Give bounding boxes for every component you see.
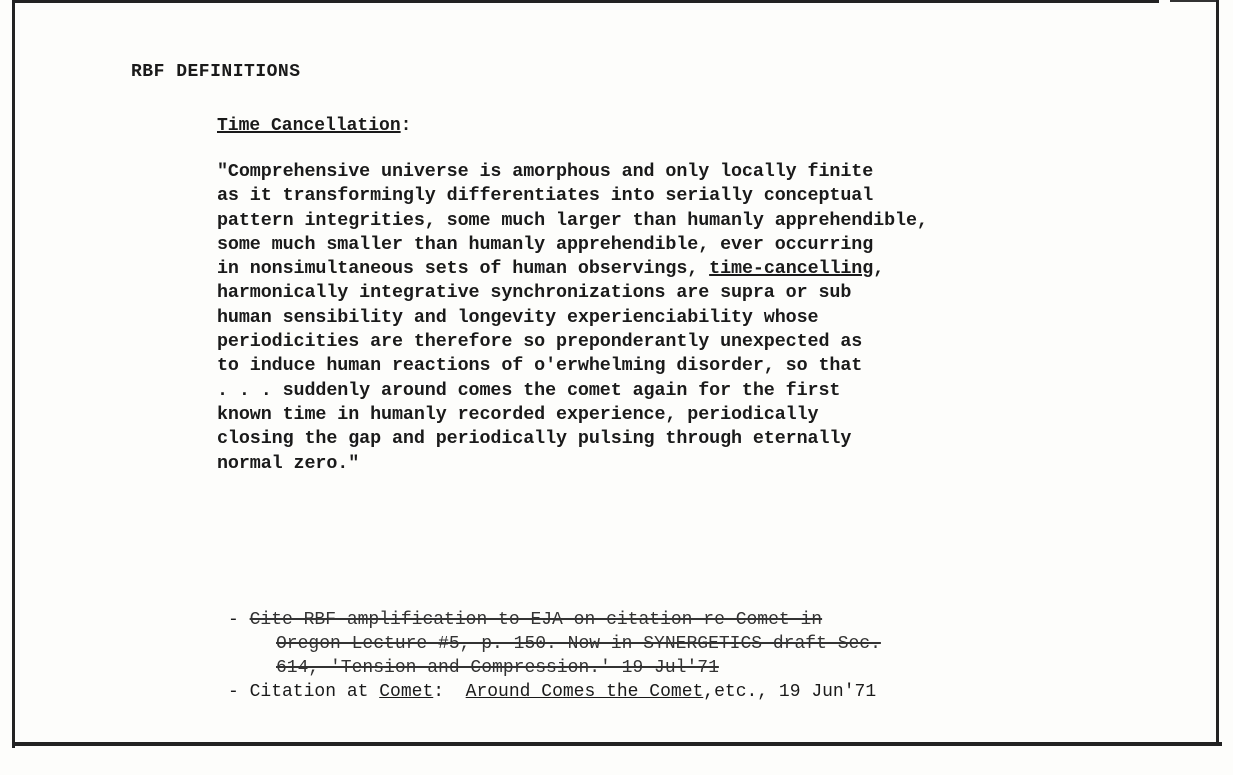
struck-citation-line: [228, 608, 881, 632]
struck-citation-text: Oregon Lecture #5, p. 150. Now in SYNERGETICS draft Sec.: [276, 634, 881, 654]
term-title-text: Time Cancellation: [217, 116, 401, 136]
quote-line: [217, 257, 928, 281]
card-top-border-fragment: [1170, 0, 1218, 2]
citation-link-around-comes-the-comet: Around Comes the Comet: [465, 682, 704, 702]
citation-link-comet: Comet: [379, 682, 434, 702]
quote-line: periodicities are therefore so preponderantly unexpected as: [217, 331, 863, 353]
citation-suffix: ,etc., 19 Jun'71: [703, 682, 877, 702]
quote-line-text: ,: [873, 258, 885, 280]
struck-citation-line: [228, 632, 881, 656]
quote-line: some much smaller than humanly apprehendible, ever occurring: [217, 233, 874, 255]
card-bottom-border: [12, 742, 1222, 746]
citation-separator: :: [433, 682, 466, 702]
quote-line: human sensibility and longevity experienciability whose: [217, 306, 819, 328]
term-title: [217, 116, 411, 136]
struck-citation-line: [228, 656, 881, 680]
quote-line: to induce human reactions of o'erwhelming disorder, so that: [217, 355, 863, 377]
citation-prefix: - Citation at: [228, 682, 380, 702]
citation-line: [228, 680, 881, 704]
quote-line: harmonically integrative synchronizations are supra or sub: [217, 282, 852, 304]
page-heading: RBF DEFINITIONS: [131, 62, 301, 82]
definition-quote: [217, 160, 928, 476]
struck-citation-text: 614, 'Tension and Compression.' 19 Jul'71: [276, 658, 719, 678]
quote-line-text: in nonsimultaneous sets of human observings,: [217, 258, 710, 280]
citations: [228, 608, 881, 704]
struck-citation-text: Cite RBF amplification to EJA on citation re Comet in: [249, 610, 823, 630]
term-title-colon: :: [400, 116, 412, 136]
quote-line: . . . suddenly around comes the comet again for the first: [217, 379, 841, 401]
card-left-border: [12, 0, 15, 748]
quote-line: pattern integrities, some much larger than humanly apprehendible,: [217, 209, 928, 231]
card-right-border: [1216, 0, 1219, 746]
citation-dash: -: [228, 610, 250, 630]
card-top-border: [14, 0, 1159, 3]
quote-line: closing the gap and periodically pulsing through eternally: [217, 428, 852, 450]
quote-line: normal zero.": [217, 452, 360, 474]
underlined-term: time-cancelling: [709, 258, 874, 280]
quote-line: as it transformingly differentiates into serially conceptual: [217, 185, 874, 207]
quote-line: "Comprehensive universe is amorphous and only locally finite: [217, 161, 874, 182]
quote-line: known time in humanly recorded experience, periodically: [217, 403, 819, 425]
